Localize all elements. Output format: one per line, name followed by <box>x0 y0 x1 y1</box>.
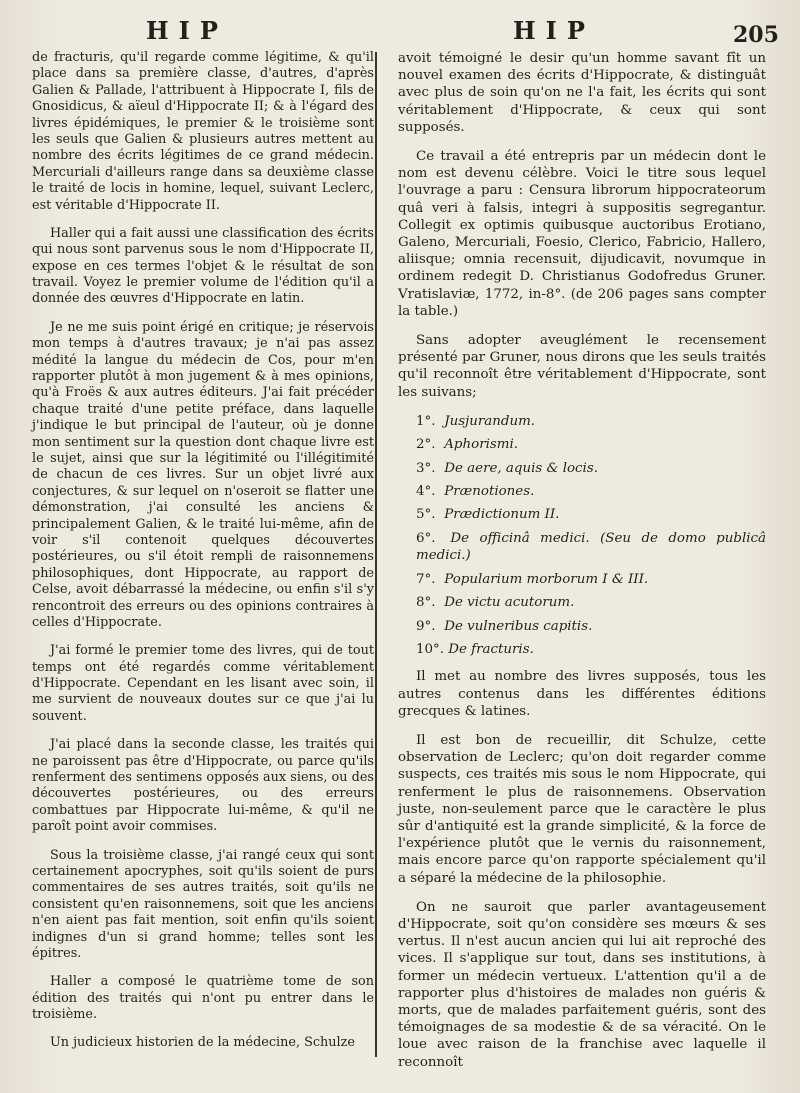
list-item <box>416 506 766 523</box>
page-number: 205 <box>733 22 779 48</box>
right-paragraph-1: avoit témoigné le desir qu'un homme savant fît un nouvel examen des écrits d'Hippocrate, & distinguât avec plus de soin qu'on ne l'a fait, les écrits qui sont véritablement d'Hippocrate, & ceux qui sont supposés. <box>398 51 766 135</box>
right-paragraph-4: Il met au nombre des livres supposés, tous les autres contenus dans les différentes éditions grecques & latines. <box>398 669 766 719</box>
column-divider <box>375 52 377 1057</box>
list-item-number: 7°. <box>416 571 436 587</box>
left-paragraph-5: J'ai placé dans la seconde classe, les traités qui ne paroissent pas être d'Hippocrate, ou parce qu'ils renferment des sentimens opposés aux siens, ou des découvertes postérieures, ou des erreurs combattues par Hippocrate lui-même, & qu'il ne paroît point avoir commises. <box>32 737 374 835</box>
list-item-title: Popularium morborum I & III. <box>444 571 649 587</box>
list-item-title: De aere, aquis & locis. <box>444 460 598 476</box>
list-item <box>416 530 766 565</box>
list-item-number: 8°. <box>416 595 436 611</box>
left-paragraph-1: de fracturis, qu'il regarde comme légitime, & qu'il place dans sa première classe, d'autres, d'après Galien & Pallade, l'attribuent à Hippocrate I, fils de Gnosidicus, & aïeul d'Hippocrate II; & à l'égard des livres épidémiques, le premier & le troisième sont les seuls que Galien & plusieurs autres mettent au nombre des écrits légitimes de ce grand médecin. Mercuriali d'ailleurs range dans sa deuxième classe le traité de locis in homine, lequel, suivant Leclerc, est véritable d'Hippocrate II. <box>32 50 374 213</box>
list-item-number: 5°. <box>416 507 436 523</box>
right-paragraph-5: Il est bon de recueillir, dit Schulze, cette observation de Leclerc; qu'on doit regarder comme suspects, ces traités mis sous le nom Hippocrate, qui renferment le plus de raisonnemens. Observation juste, non-seulement parce que le caractère le plus sûr d'antiquité est la grande simplicité, & la force de l'expérience plutôt que le vernis du raisonnement, mais encore parce qu'on rapporte spécialement qu'il a séparé la médecine de la philosophie. <box>398 732 766 886</box>
right-paragraph-3: Sans adopter aveuglément le recensement présenté par Gruner, nous dirons que les seuls traités qu'il reconnoît être véritablement d'Hippocrate, sont les suivans; <box>398 333 766 400</box>
list-item-number: 4°. <box>416 484 436 500</box>
list-item-title: Prænotiones. <box>444 484 535 500</box>
left-paragraph-4: J'ai formé le premier tome des livres, qui de tout temps ont été regardés comme véritablement d'Hippocrate. Cependant en les lisant avec soin, il me survient de nouveaux doutes sur ce que j'ai lu souvent. <box>32 643 374 724</box>
left-running-title: HIP <box>146 16 228 45</box>
left-paragraph-8: Un judicieux historien de la médecine, Schulze <box>50 1035 355 1051</box>
left-paragraph-6: Sous la troisième classe, j'ai rangé ceux qui sont certainement apocryphes, soit qu'ils soient de purs commentaires de ses autres traités, soit qu'ils ne consistent qu'en raisonnemens, soit que les anciens n'en aient pas fait mention, soit enfin qu'ils soient indignes d'un si grand homme; telles sont les épitres. <box>32 847 374 961</box>
list-item-title: Prædictionum II. <box>444 507 560 523</box>
right-paragraph-2: Ce travail a été entrepris par un médecin dont le nom est devenu célèbre. Voici le titre sous lequel l'ouvrage a paru : Censura librorum hippocrateorum quâ veri à falsis, integri à suppositis segregantur. Collegit ex optimis quibusque auctoribus Erotiano, Galeno, Mercuriali, Foesio, Clerico, Fabricio, Hallero, aliisque; omnia recensuit, dijudicavit, novumque in ordinem redegit D. Christianus Godofredus Gruner. Vratislaviæ, 1772, in-8°. (de 206 pages sans compter la table.) <box>398 149 766 319</box>
treatise-list <box>398 413 766 658</box>
list-item <box>416 460 766 477</box>
list-item-number: 2°. <box>416 437 436 453</box>
list-item <box>416 571 766 588</box>
list-item-number: 1°. <box>416 413 436 429</box>
left-column <box>32 50 374 1064</box>
list-item <box>416 413 766 430</box>
list-item-title: De vulneribus capitis. <box>444 618 593 634</box>
list-item-title: De fracturis. <box>448 641 534 657</box>
list-item <box>416 436 766 453</box>
right-paragraph-6: On ne sauroit que parler avantageusement d'Hippocrate, soit qu'on considère ses mœurs & ses vertus. Il n'est aucun ancien qui lui ait reproché des vices. Il s'applique sur tout, dans ses institutions, à former un médecin vertueux. L'attention qu'il a de rapporter plus d'histoires de malades non guéris & morts, que de malades parfaitement guéris, sont des témoignages de sa modestie & de sa véracité. On le loue avec raison de la franchise avec laquelle il reconnoît <box>398 899 766 1070</box>
left-paragraph-7: Haller a composé le quatrième tome de son édition des traités qui n'ont pu entrer dans le troisième. <box>32 974 374 1023</box>
list-item-number: 9°. <box>416 618 436 634</box>
list-item-number: 6°. <box>416 530 436 546</box>
left-paragraph-2: Haller qui a fait aussi une classification des écrits qui nous sont parvenus sous le nom d'Hippocrate II, expose en ces termes l'objet & le résultat de son travail. Voyez le premier volume de l'édition qu'il a donnée des œuvres d'Hippocrate en latin. <box>32 225 374 307</box>
list-item-title: Jusjurandum. <box>444 413 536 429</box>
list-item-title: De officinâ medici. (Seu de domo publicâ medici.) <box>416 530 766 564</box>
running-header <box>0 16 800 48</box>
list-item-number: 3°. <box>416 460 436 476</box>
list-item-number: 10°. <box>416 641 444 657</box>
list-item <box>416 594 766 611</box>
right-column <box>398 50 766 1083</box>
list-item-title: Aphorismi. <box>444 437 518 453</box>
list-item <box>416 618 766 635</box>
right-running-title: HIP <box>513 16 595 45</box>
list-item <box>416 483 766 500</box>
list-item <box>416 641 766 658</box>
left-paragraph-3: Je ne me suis point érigé en critique; je réservois mon temps à d'autres travaux; je n'ai pas assez médité la langue du médecin de Cos, pour m'en rapporter plutôt à mon jugement & à mes opinions, qu'à Froës & aux autres éditeurs. J'ai fait précéder chaque traité d'une petite préface, dans laquelle j'indique le but principal de l'auteur, où je donne mon sentiment sur la question dont chaque livre est le sujet, ainsi que sur la légitimité ou l'illégitimité de chacun de ces livres. Sur un objet livré aux conjectures, & sur lequel on n'oseroit se flatter une démonstration, j'ai consulté les anciens & principalement Galien, & le traité lui-même, afin de voir s'il contenoit quelques découvertes postérieures, ou s'il étoit rempli de raisonnemens philosophiques, dont Hippocrate, au rapport de Celse, avoit débarrassé la médecine, ou enfin s'il s'y rencontroit des erreurs ou des opinions contraires à celles d'Hippocrate. <box>32 319 374 630</box>
list-item-title: De victu acutorum. <box>444 595 575 611</box>
